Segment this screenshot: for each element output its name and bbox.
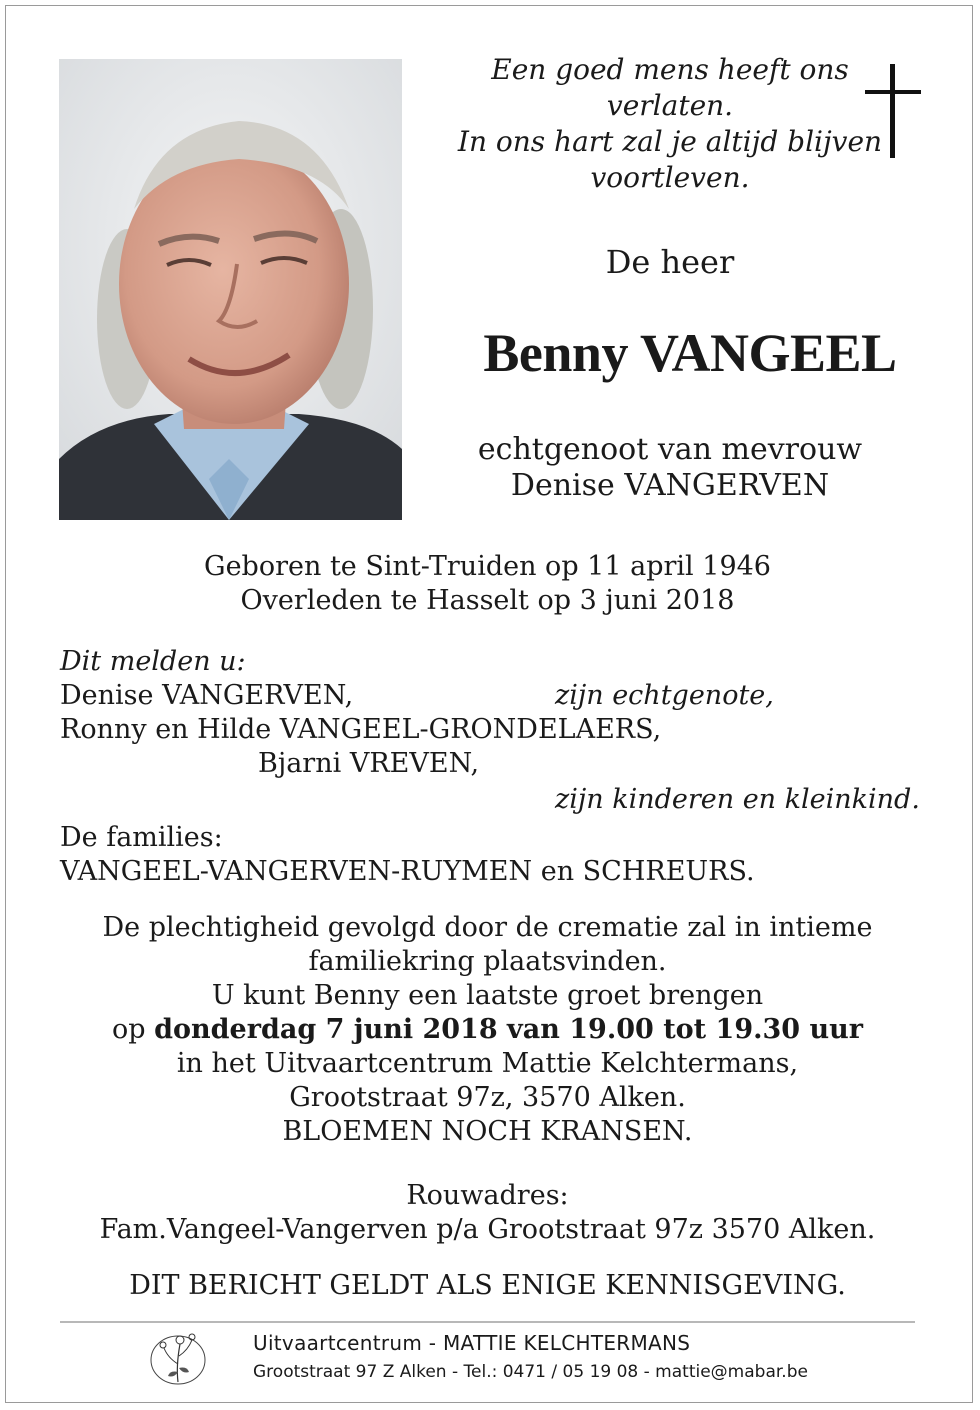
quote-line: In ons hart zal je altijd blijven: [457, 125, 883, 158]
memorial-quote: [400, 52, 940, 196]
spouse-name: Denise VANGERVEN: [510, 468, 830, 503]
rouwadres: [40, 1179, 935, 1247]
birth-line: Geboren te Sint-Truiden op 11 april 1946: [204, 551, 771, 582]
ceremony-line: in het Uitvaartcentrum Mattie Kelchtermans,: [176, 1048, 799, 1079]
ceremony-info: [60, 911, 915, 1149]
quote-line: voortleven.: [590, 161, 750, 194]
death-line: Overleden te Hasselt op 3 juni 2018: [240, 585, 735, 616]
rouwadres-address: Fam.Vangeel-Vangerven p/a Grootstraat 97z 3570 Alken.: [99, 1214, 876, 1245]
spouse-info: [440, 432, 900, 504]
announcer-children-role: zijn kinderen en kleinkind.: [555, 784, 920, 815]
announcer-children: Ronny en Hilde VANGEEL-GRONDELAERS,: [60, 714, 662, 745]
ceremony-line: BLOEMEN NOCH KRANSEN.: [282, 1116, 693, 1147]
flower-logo-icon: [148, 1326, 208, 1386]
ceremony-date: donderdag 7 juni 2018 van 19.00 tot 19.30 uur: [154, 1014, 863, 1045]
families-label: De families:: [60, 822, 223, 853]
ceremony-line: Grootstraat 97z, 3570 Alken.: [289, 1082, 686, 1113]
announcer-spouse-role: zijn echtgenote,: [555, 680, 774, 711]
announcer-spouse-name: Denise VANGERVEN,: [60, 680, 354, 711]
families-names: VANGEEL-VANGERVEN-RUYMEN en SCHREURS.: [60, 856, 755, 887]
quote-line: verlaten.: [606, 89, 734, 122]
portrait-photo: [59, 59, 402, 520]
footer-contact: Grootstraat 97 Z Alken - Tel.: 0471 / 05 19 08 - mattie@mabar.be: [253, 1362, 808, 1382]
ceremony-date-line: [60, 1013, 915, 1047]
footer-divider: [60, 1321, 915, 1323]
deceased-name: Benny VANGEEL: [483, 323, 897, 383]
notice-text: DIT BERICHT GELDT ALS ENIGE KENNISGEVING.: [129, 1270, 846, 1301]
ceremony-line: familiekring plaatsvinden.: [308, 946, 667, 977]
cross-icon: [865, 64, 921, 158]
honorific: De heer: [605, 243, 735, 281]
announcer-grandchild: Bjarni VREVEN,: [258, 748, 480, 779]
quote-line: Een goed mens heeft ons: [491, 53, 849, 86]
ceremony-line: U kunt Benny een laatste groet brengen: [211, 980, 764, 1011]
ceremony-line: De plechtigheid gevolgd door de crematie zal in intieme: [102, 912, 873, 943]
footer-company-name: Uitvaartcentrum - MATTIE KELCHTERMANS: [253, 1331, 691, 1355]
life-dates: [60, 550, 915, 618]
ceremony-date-prefix: op: [112, 1014, 146, 1045]
rouwadres-label: Rouwadres:: [406, 1180, 569, 1211]
announcers-intro: Dit melden u:: [60, 646, 246, 677]
spouse-relation: echtgenoot van mevrouw: [477, 432, 863, 467]
